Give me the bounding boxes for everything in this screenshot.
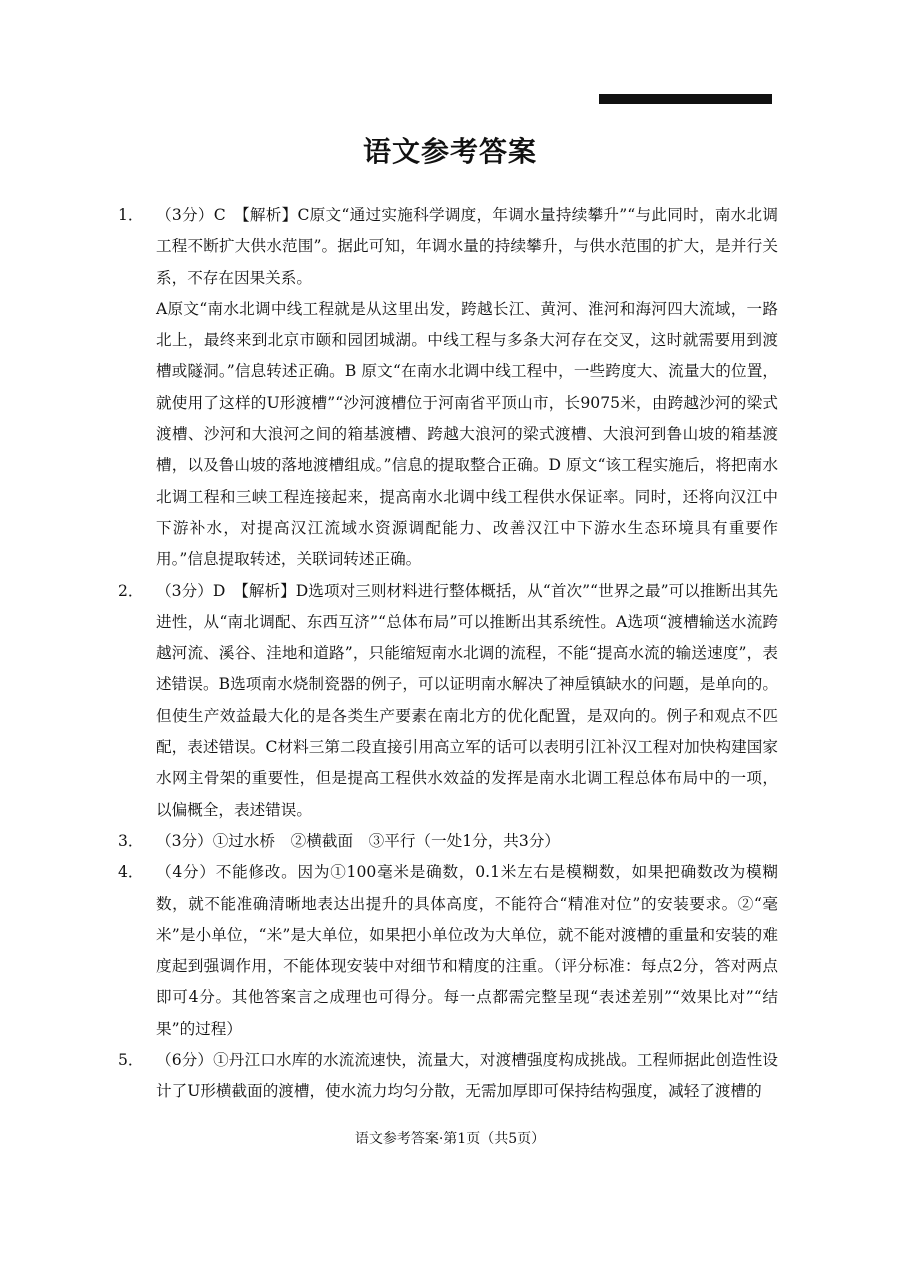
- answer-item-5: [118, 1045, 778, 1108]
- answer-item-2: [118, 576, 778, 826]
- answer-item-1: [118, 200, 778, 294]
- item-text: （6分）①丹江口水库的水流流速快，流量大，对渡槽强度构成挑战。工程师据此创造性设计了U形横截面的渡槽，使水流力均匀分散，无需加厚即可保持结构强度，减轻了渡槽的: [156, 1051, 778, 1101]
- answer-item-1-explanation: [118, 294, 778, 576]
- page-footer: 语文参考答案·第1页（共5页）: [354, 1131, 546, 1147]
- item-number: 1．: [118, 206, 144, 224]
- item-text: （3分）D 【解析】D选项对三则材料进行整体概括，从“首次”“世界之最”可以推断出其先进性，从“南北调配、东西互济”“总体布局”可以推断出其系统性。A选项“渡槽输送水流跨越河流、溪谷、洼地和道路”，只能缩短南水北调的流程，不能“提高水流的输送速度”，表述错误。B选项南水烧制瓷器的例子，可以证明南水解决了神垕镇缺水的问题，是单向的。但使生产效益最大化的是各类生产要素在南北方的优化配置，是双向的。例子和观点不匹配，表述错误。C材料三第二段直接引用高立军的话可以表明引江补汉工程对加快构建国家水网主骨架的重要性，但是提高工程供水效益的发挥是南水北调工程总体布局中的一项，以偏概全，表述错误。: [156, 581, 778, 819]
- item-extra-text: A原文“南水北调中线工程就是从这里出发，跨越长江、黄河、淮河和海河四大流域，一路北上，最终来到北京市颐和园团城湖。中线工程与多条大河存在交叉，这时就需要用到渡槽或隧洞。”信息转述正确。B 原文“在南水北调中线工程中，一些跨度大、流量大的位置，就使用了这样的U形渡槽”“沙河渡槽位于河南省平顶山市，长9075米，由跨越沙河的梁式渡槽、沙河和大浪河之间的箱基渡槽、跨越大浪河的梁式渡槽、大浪河到鲁山坡的箱基渡槽，以及鲁山坡的落地渡槽组成。”信息的提取整合正确。D 原文“该工程实施后，将把南水北调工程和三峡工程连接起来，提高南水北调中线工程供水保证率。同时，还将向汉江中下游补水，对提高汉江流域水资源调配能力、改善汉江中下游水生态环境具有重要作用。”信息提取转述，关联词转述正确。: [156, 299, 778, 569]
- page-title: 语文参考答案: [362, 135, 537, 168]
- item-number: 5．: [118, 1051, 144, 1070]
- answer-list: [118, 200, 778, 1108]
- answer-item-3: [118, 826, 778, 857]
- item-number: 2．: [118, 581, 144, 600]
- item-number: 4．: [118, 863, 144, 882]
- item-text: （4分）不能修改。因为①100毫米是确数，0.1米左右是模糊数，如果把确数改为模糊数，就不能准确清晰地表达出提升的具体高度，不能符合“精准对位”的安装要求。②“毫米”是小单位，“米”是大单位，如果把小单位改为大单位，就不能对渡槽的重量和安装的难度起到强调作用，不能体现安装中对细节和精度的注重。（评分标准：每点2分，答对两点即可4分。其他答案言之成理也可得分。每一点都需完整呈现“表述差别”“效果比对”“结果”的过程）: [156, 863, 778, 1038]
- answer-item-4: [118, 857, 778, 1045]
- item-number: 3．: [118, 831, 144, 850]
- header-rule: [599, 94, 772, 104]
- item-text: （3分）①过水桥 ②横截面 ③平行（一处1分，共3分）: [156, 831, 561, 850]
- item-text: （3分）C 【解析】C原文“通过实施科学调度，年调水量持续攀升”“与此同时，南水北调工程不断扩大供水范围”。据此可知，年调水量的持续攀升，与供水范围的扩大，是并行关系，不存在因果关系。: [156, 206, 778, 287]
